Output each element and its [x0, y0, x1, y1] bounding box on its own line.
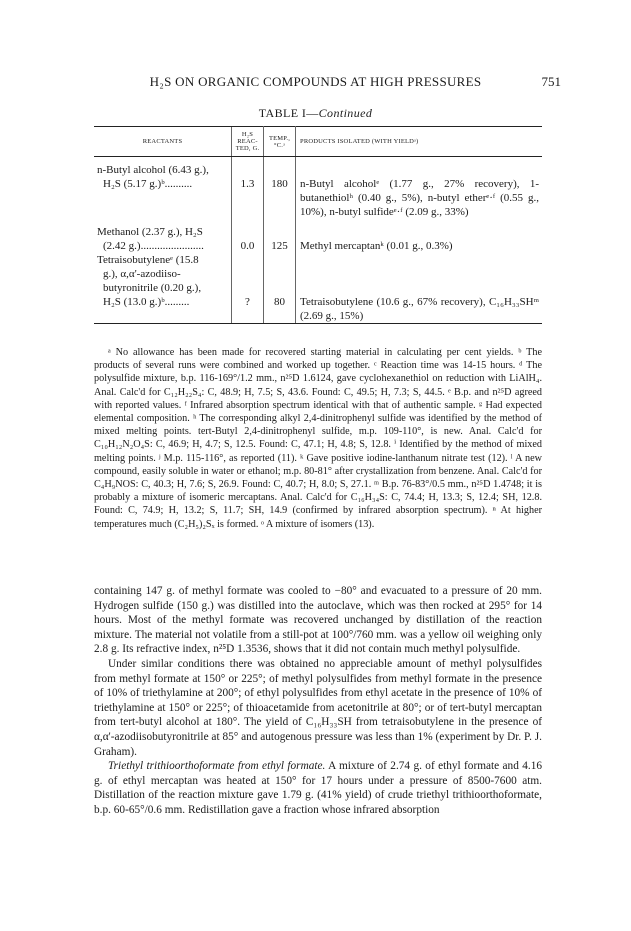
- results-table: [94, 126, 542, 324]
- temp-cell: 80: [264, 253, 296, 324]
- table-footnotes: ᵃ No allowance has been made for recovered starting material in calculating per cent yields. ᵇ The products of several runs were combined and worked up together. ᶜ Reaction time was 14-15 hours. ᵈ The polysulfide mixture, b.p. 116-169°/1.2 mm., n²⁵D 1.6124, gave cyclohexanethiol on reduction with LiAlH₄. Anal. Calc'd for C₁₂H₂₂S₄: C, 48.9; H, 7.5; S, 43.6. Found: C, 49.5; H, 7.3; S, 44.5. ᵉ B.p. and n²⁵D agreed with reported values. ᶠ Infrared absorption spectrum identical with that of authentic sample. ᵍ Had expected elemental composition. ʰ The corresponding alkyl 2,4-dinitrophenyl sulfide was identified by the method of mixed melting points. tert-Butyl 2,4-dinitrophenyl sulfide, m.p. 109-110°, is new. Anal. Calc'd for C₁₀H₁₂N₂O₄S: C, 46.9; H, 4.7; S, 12.5. Found: C, 47.1; H, 4.8; S, 12.8. ⁱ Identified by the method of mixed melting points. ʲ M.p. 115-116°, as reported (11). ᵏ Gave positive iodine-lanthanum nitrate test (12). ˡ A new compound, easily soluble in water or ethanol; m.p. 80-81° after crystallization from benzene. Anal. Calc'd for C₄H₉NOS: C, 40.3; H, 7.6; S, 26.9. Found: C, 40.7; H, 8.0; S, 27.1. ᵐ B.p. 76-83°/0.5 mm., n²⁵D 1.4748; it is probably a mixture of isomeric mercaptans. Anal. Calc'd for C₁₆H₃₄S: C, 74.4; H, 13.3; S, 12.4; SH, 12.8. Found: C, 74.9; H, 13.2; S, 11.7; SH, 14.9 (confirmed by infrared absorption spectrum). ⁿ At higher temperatures much (C₂H₅)₂Sₓ is formed. ᵒ A mixture of isomers (13).: [94, 347, 542, 530]
- running-header: [0, 74, 631, 90]
- temp-cell: 180: [264, 163, 296, 219]
- table-row: [94, 225, 542, 253]
- col-temperature: TEMP., °C.ᵃ: [264, 127, 296, 157]
- table-caption-label: TABLE I—: [258, 106, 319, 120]
- reactants-cell: n-Butyl alcohol (6.43 g.), H₂S (5.17 g.)ᵇ..........: [97, 164, 209, 190]
- paragraph: Under similar conditions there was obtained no appreciable amount of methyl polysulfides from methyl formate at 150° or 225°; of methyl polysulfides from methyl formate in the presence of 10% of triethylamine at 200°; of ethyl polysulfides from ethyl acetate in the presence of 10% of triethylamine at 150° or 225°; of thioacetamide from acetonitrile at 80°; or of tert-butyl mercaptan from tert-butyl alcohol at 180°. The yield of C₁₆H₃₃SH from tetraisobutylene in the presence of α,α'-azodiisobutyronitrile at 85° and autogenous pressure was less than 1% (experiment by Dr. P. J. Graham).: [94, 657, 542, 758]
- temp-cell: 125: [264, 225, 296, 253]
- body-text: [94, 584, 542, 818]
- h2s-cell: 0.0: [232, 225, 264, 253]
- table-caption-continued: Continued: [318, 106, 373, 120]
- section-run-in-title: Triethyl trithioorthoformate from ethyl formate.: [108, 760, 326, 773]
- products-cell: Methyl mercaptanᵏ (0.01 g., 0.3%): [300, 240, 453, 252]
- table-row: [94, 163, 542, 219]
- h2s-cell: 1.3: [232, 163, 264, 219]
- reactants-cell: Tetraisobutyleneᵉ (15.8 g.), α,α'-azodiiso- butyronitrile (0.20 g.), H₂S (13.0 g.)ᵇ.........: [94, 253, 232, 324]
- reactants-cell: Methanol (2.37 g.), H₂S (2.42 g.).......................: [97, 226, 204, 252]
- paragraph: Triethyl trithioorthoformate from ethyl formate. A mixture of 2.74 g. of ethyl formate and 4.16 g. of ethyl mercaptan was heated at 150° for 17 hours under a pressure of 8500-7600 atm. Distillation of the reaction mixture gave 1.79 g. (41% yield) of crude triethyl trithioorthoformate, b.p. 60-65°/0.6 mm. Redistillation gave a fraction whose infrared absorption: [94, 760, 542, 816]
- h2s-cell: ?: [232, 253, 264, 324]
- products-cell: n-Butyl alcoholᵉ (1.77 g., 27% recovery), 1-butanethiolʰ (0.40 g., 5%), n-butyl etherᵉ·ᶠ (0.55 g., 10%), n-butyl sulfideᵉ·ᶠ (2.09 g., 33%): [300, 178, 539, 218]
- running-title: H₂S ON ORGANIC COMPOUNDS AT HIGH PRESSURES: [149, 74, 482, 89]
- table-header-row: [94, 127, 542, 157]
- table-row: [94, 253, 542, 324]
- col-products: PRODUCTS ISOLATED (WITH YIELDᵃ): [296, 127, 543, 157]
- paragraph: containing 147 g. of methyl formate was cooled to −80° and evacuated to a pressure of 20 mm. Hydrogen sulfide (150 g.) was distilled into the autoclave, which was then rocked at 295° for 14 hours. Most of the methyl formate was recovered unchanged by distillation of the reaction mixture. The material not volatile from a still-pot at 100°/760 mm. was a yellow oil weighing only 2.8 g. Its refractive index, n²⁵D 1.3536, shows that it did not contain much methyl polysulfide.: [94, 585, 542, 656]
- table-caption: [0, 106, 631, 121]
- col-reactants: REACTANTS: [94, 127, 232, 157]
- products-cell: Tetraisobutylene (10.6 g., 67% recovery), C₁₆H₃₃SHᵐ (2.69 g., 15%): [296, 253, 543, 324]
- page-number: 751: [541, 74, 561, 89]
- col-h2s-reacted: H₂S REAC-TED, G.: [232, 127, 264, 157]
